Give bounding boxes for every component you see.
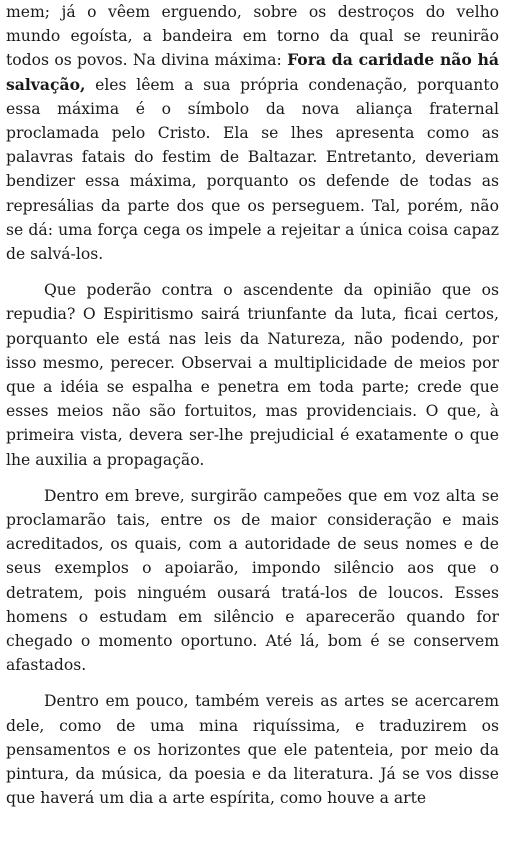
bold-maxim: Fora da caridade não há salvação,	[6, 50, 500, 94]
document-page	[6, 0, 499, 823]
paragraph-1-text-start: mem; já o vêem erguendo, sobre os destroços do velho mundo egoísta, a bandeira em torno da qual se reunirão todos os povos. Na divina máxima:	[6, 3, 499, 70]
paragraph-1-text-end: eles lêem a sua própria condenação, porquanto essa máxima é o símbolo da nova aliança fraternal proclamada pelo Cristo. Ela se lhes apresenta como as palavras fatais do festim de Baltazar. Entretanto, deveriam bendizer essa máxima, porquanto os defende de todas as represálias da parte dos que os perseguem. Tal, porém, não se dá: uma força cega os impele a rejeitar a única coisa capaz de salvá-los.	[6, 75, 499, 264]
paragraph-2: Que poderão contra o ascendente da opinião que os repudia? O Espiritismo sairá triunfante da luta, ficai certos, porquanto ele está nas leis da Natureza, não podendo, por isso mesmo, perecer. Observai a multiplicidade de meios por que a idéia se espalha e penetra em toda parte; crede que esses meios não são fortuitos, mas providenciais. O que, à primeira vista, devera ser-lhe prejudicial é exatamente o que lhe auxilia a propagação.	[6, 281, 499, 469]
paragraph-1	[6, 0, 499, 266]
paragraph-4: Dentro em pouco, também vereis as artes se acercarem dele, como de uma mina riquíssima, e traduzirem os pensamentos e os horizontes que ele patenteia, por meio da pintura, da música, da poesia e da literatura. Já se vos disse que haverá um dia a arte espírita, como houve a arte	[6, 692, 499, 808]
paragraph-3: Dentro em breve, surgirão campeões que em voz alta se proclamarão tais, entre os de maior consideração e mais acreditados, os quais, com a autoridade de seus nomes e de seus exemplos o apoiarão, impondo silêncio aos que o detratem, pois ninguém ousará tratá-los de loucos. Esses homens o estudam em silêncio e aparecerão quando for chegado o momento oportuno. Até lá, bom é se conservem afastados.	[6, 486, 499, 675]
